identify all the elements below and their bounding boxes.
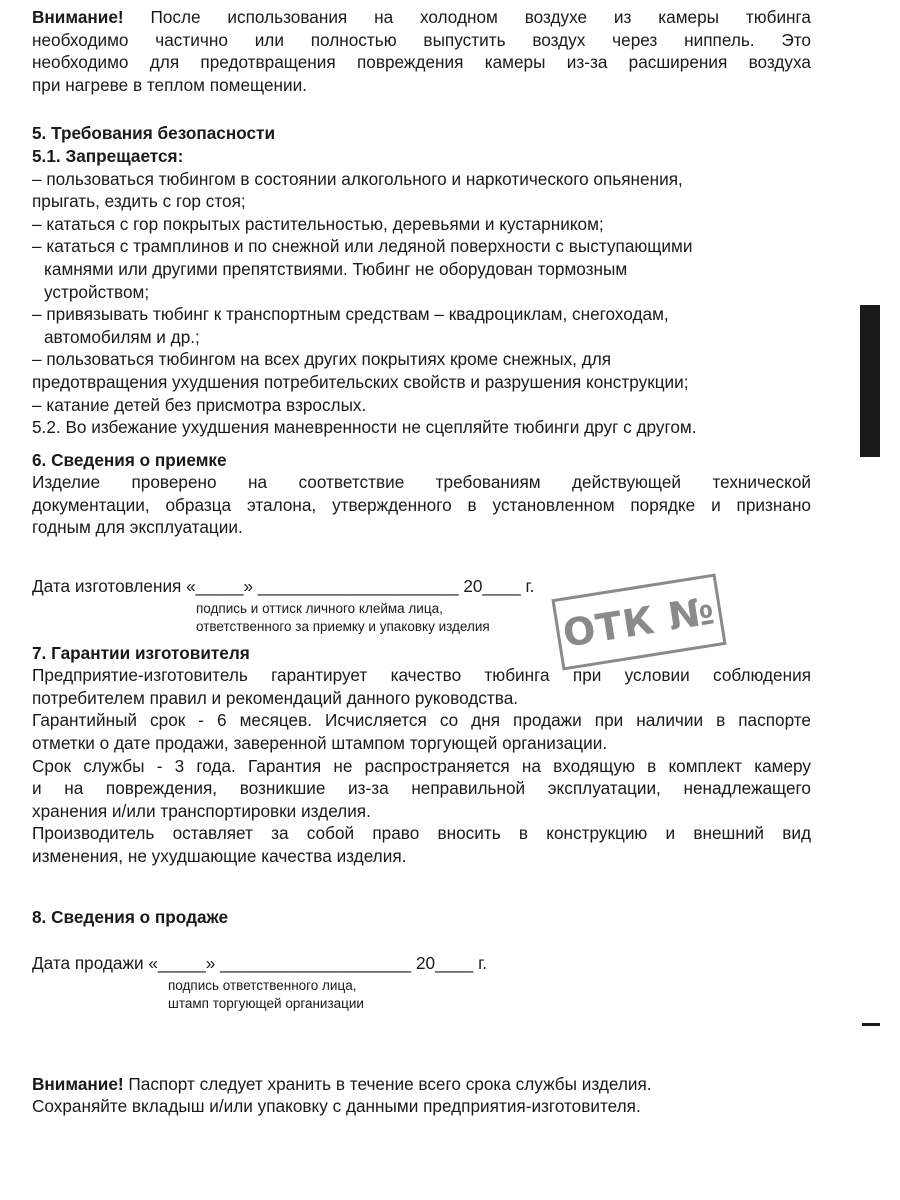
section-5 xyxy=(32,122,811,438)
section-7-line: Срок службы - 3 года. Гарантия не распространяется на входящую в комплект камеру xyxy=(32,755,811,776)
list-item: устройством; xyxy=(44,281,150,302)
section-8-title: 8. Сведения о продаже xyxy=(32,906,229,927)
warning-top-lead: Внимание! xyxy=(32,7,124,27)
section-7-line: хранения и/или транспортировки изделия. xyxy=(32,800,371,821)
section-7-line: Производитель оставляет за собой право вносить в конструкцию и внешний вид xyxy=(32,823,811,844)
list-item: – кататься с трамплинов и по снежной или ледяной поверхности с выступающими xyxy=(32,236,693,257)
otk-stamp: ОТК № xyxy=(551,573,726,670)
list-item: – привязывать тюбинг к транспортным средствам – квадроциклам, снегоходам, xyxy=(32,304,669,325)
sale-signature-caption xyxy=(168,977,811,1013)
section-8 xyxy=(32,906,811,1013)
warning-top-line-1: Внимание! После использования на холодном воздухе из камеры тюбинга xyxy=(32,7,811,27)
warning-top-line-2: необходимо частично или полностью выпустить воздух через ниппель. Это xyxy=(32,29,811,50)
list-item: прыгать, ездить с гор стоя; xyxy=(32,191,246,212)
section-6-line-3: годным для эксплуатации. xyxy=(32,517,243,538)
section-7-line: изменения, не ухудшающие качества изделия. xyxy=(32,846,407,866)
sale-date-line: Дата продажи «_____» ____________________ 20____ г. xyxy=(32,953,488,974)
caption-line: подпись и оттиск личного клейма лица, xyxy=(196,600,443,616)
warning-bottom xyxy=(32,1073,811,1118)
warning-top xyxy=(32,6,811,96)
section-7-line: потребителем правил и рекомендаций данного руководства. xyxy=(32,687,519,708)
section-6-line-1: Изделие проверено на соответствие требованиям действующей технической xyxy=(32,472,811,493)
list-item: – пользоваться тюбингом в состоянии алкогольного и наркотического опьянения, xyxy=(32,168,683,189)
section-7-line: Гарантийный срок - 6 месяцев. Исчисляется со дня продажи при наличии в паспорте xyxy=(32,710,811,731)
section-6-title: 6. Сведения о приемке xyxy=(32,449,227,470)
section-7 xyxy=(32,642,811,868)
page-edge-tab xyxy=(860,305,880,457)
warning-bottom-line-1: Внимание! Паспорт следует хранить в течение всего срока службы изделия. xyxy=(32,1073,652,1094)
section-6-line-2: документации, образца эталона, утвержденного в установленном порядке и признано xyxy=(32,494,811,515)
document-body xyxy=(32,6,811,1118)
warning-bottom-line-2: Сохраняйте вкладыш и/или упаковку с данными предприятия-изготовителя. xyxy=(32,1096,641,1117)
caption-line: подпись ответственного лица, xyxy=(168,977,357,993)
warning-top-line-4: при нагреве в теплом помещении. xyxy=(32,74,307,95)
list-item: предотвращения ухудшения потребительских свойств и разрушения конструкции; xyxy=(32,371,689,392)
section-5-1-title: 5.1. Запрещается: xyxy=(32,145,184,166)
warning-bottom-lead: Внимание! xyxy=(32,1073,124,1094)
list-item: автомобилям и др.; xyxy=(44,326,200,347)
list-item: – кататься с гор покрытых растительностью, деревьями и кустарником; xyxy=(32,213,604,234)
section-7-line: и на повреждения, возникшие из-за неправильной эксплуатации, ненадлежащего xyxy=(32,778,811,799)
section-5-2: 5.2. Во избежание ухудшения маневренности не сцепляйте тюбинги друг с другом. xyxy=(32,417,697,438)
list-item: камнями или другими препятствиями. Тюбинг не оборудован тормозным xyxy=(44,258,628,279)
section-7-line: Предприятие-изготовитель гарантирует качество тюбинга при условии соблюдения xyxy=(32,665,811,686)
list-item: – пользоваться тюбингом на всех других покрытиях кроме снежных, для xyxy=(32,349,612,370)
manufacture-date-line: Дата изготовления «_____» _____________________ 20____ г. xyxy=(32,576,535,597)
caption-line: ответственного за приемку и упаковку изделия xyxy=(196,618,490,634)
section-5-title: 5. Требования безопасности xyxy=(32,123,276,144)
warning-top-line-3: необходимо для предотвращения повреждения камеры из-за расширения воздуха xyxy=(32,52,811,73)
page-edge-dash xyxy=(862,1023,880,1026)
section-7-line: отметки о дате продажи, заверенной штампом торгующей организации. xyxy=(32,733,608,754)
list-item: – катание детей без присмотра взрослых. xyxy=(32,394,367,415)
section-7-title: 7. Гарантии изготовителя xyxy=(32,642,250,663)
caption-line: штамп торгующей организации xyxy=(168,995,364,1011)
